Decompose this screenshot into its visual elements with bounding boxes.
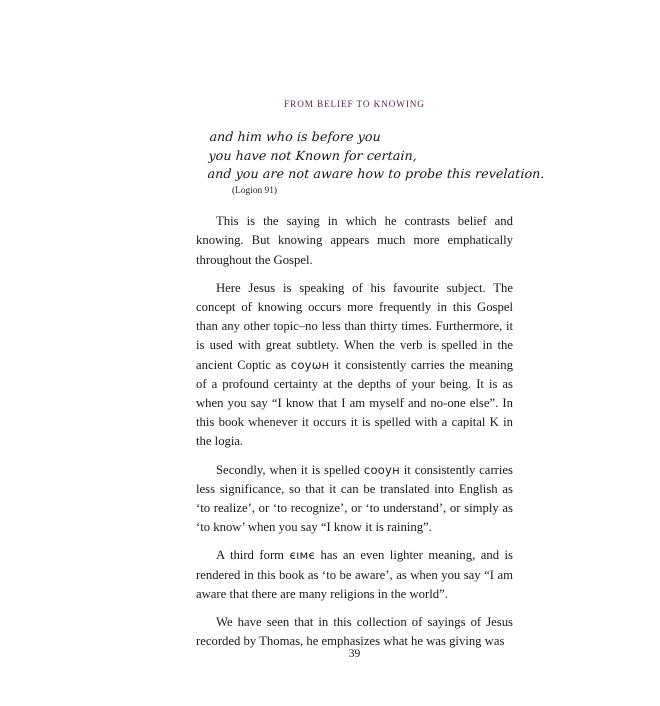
paragraph <box>196 279 513 452</box>
coptic-word: соуωн <box>290 357 330 372</box>
text-run: it consistently carries the meaning of a profound certainty at the depths of your being. It is as when you say “I know that I am myself and no-one else”. In this book whenever it occurs it is spelled with a capital K in the logia. <box>196 357 513 449</box>
paragraph <box>196 461 513 538</box>
verse-line: you have not Known for certain, <box>208 147 418 163</box>
paragraph <box>196 212 513 270</box>
text-run: We have seen that in this collection of sayings of Jesus recorded by Thomas, he emphasizes what he was giving was <box>196 614 513 649</box>
logion-citation: (Logion 91) <box>232 186 278 197</box>
paragraph <box>196 613 513 651</box>
text-run: has an even lighter meaning, and is rendered in this book as ‘to be aware’, as when you say “I am aware that there are many religions in the world”. <box>196 548 513 601</box>
verse-quote <box>207 128 545 184</box>
text-run: Secondly, when it is spelled <box>216 462 364 477</box>
page-number: 39 <box>348 648 361 660</box>
running-head: FROM BELIEF TO KNOWING <box>284 99 425 109</box>
text-run: it consistently carries less significance, so that it can be translated into English as ‘to realize’, or ‘to recognize’, or ‘to understand’, or simply as ‘to know’ when you say “I know it is raining”. <box>196 462 513 535</box>
paragraph <box>196 546 513 604</box>
text-run: A third form <box>216 548 290 563</box>
verse-line: and him who is before you <box>209 129 382 144</box>
text-run: Here Jesus is speaking of his favourite subject. The concept of knowing occurs more frequently in this Gospel than any other topic–no less than thirty times. Furthermore, it is used with great subtlety. When the verb is spelled in the ancient Coptic as <box>196 280 513 372</box>
coptic-word: єıмє <box>289 548 316 563</box>
verse-line: and you are not aware how to probe this revelation. <box>207 166 545 182</box>
coptic-word: сооун <box>363 462 400 477</box>
text-run: This is the saying in which he contrasts belief and knowing. But knowing appears much more emphatically throughout the Gospel. <box>196 214 513 267</box>
text-block <box>196 128 545 651</box>
